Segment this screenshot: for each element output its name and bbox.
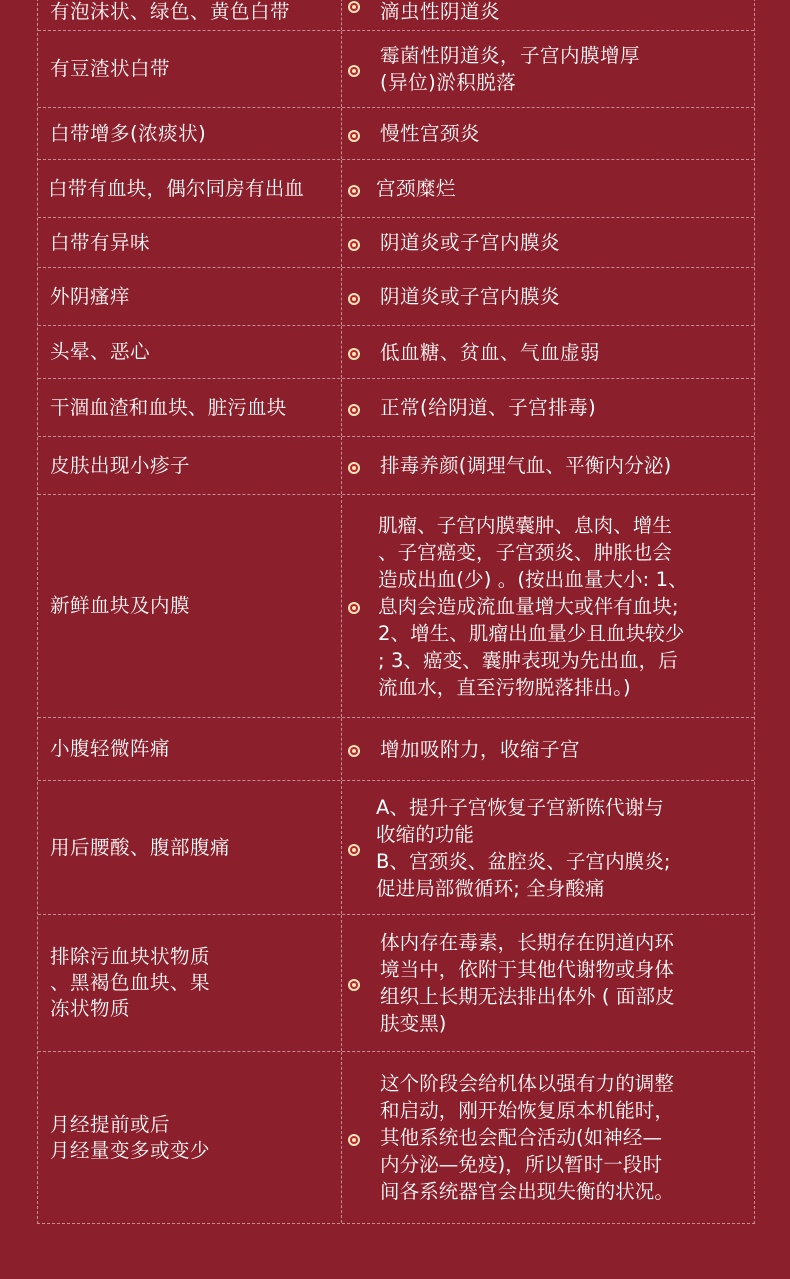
cause-text: 肌瘤、子宫内膜囊肿、息肉、增生 、子宫癌变，子宫颈炎、肿胀也会 造成出血(少) 。(按出血量大小: 1、 息肉会造成流血量增大或伴有血块; 2、增生、肌瘤出血量少且血块较少 ; 3、癌变、囊肿表现为先出血，后 流血水，直至污物脱落排出。): [378, 513, 688, 699]
symptom-text: 皮肤出现小疹子: [50, 453, 191, 477]
table-row: [38, 0, 754, 30]
bullet-icon: [348, 844, 360, 856]
cause-cell: [342, 915, 754, 1051]
symptom-cell: [38, 437, 342, 494]
symptom-text: 用后腰酸、腹部腹痛: [50, 835, 231, 859]
table-row: [38, 159, 754, 217]
cause-cell: [342, 218, 754, 267]
symptom-text: 白带增多(浓痰状): [50, 121, 207, 145]
table-row: [38, 217, 754, 267]
table-row: [38, 914, 754, 1051]
table-row: [38, 267, 754, 325]
symptom-cell: [38, 495, 342, 717]
symptom-cell: [38, 326, 342, 378]
symptom-cell: [38, 31, 342, 107]
cause-cell: [342, 1052, 754, 1223]
symptom-cell: [38, 0, 342, 30]
bullet-icon: [348, 1, 360, 13]
table-row: [38, 780, 754, 914]
cause-cell: [342, 326, 754, 378]
cause-text: 宫颈糜烂: [376, 177, 457, 200]
cause-text: 这个阶段会给机体以强有力的调整 和启动，刚开始恢复原本机能时， 其他系统也会配合活动(如神经— 内分泌—免疫)，所以暂时一段时 间各系统器官会出现失衡的状况。: [380, 1072, 675, 1203]
cause-cell: [342, 495, 754, 717]
symptom-text: 干涸血渣和血块、脏污血块: [50, 395, 287, 419]
cause-text: 阴道炎或子宫内膜炎: [380, 231, 561, 254]
symptom-text: 小腹轻微阵痛: [50, 737, 171, 760]
table-row: [38, 494, 754, 717]
bullet-icon: [348, 602, 360, 614]
symptom-text: 白带有血块，偶尔同房有出血: [48, 176, 305, 200]
cause-text: 增加吸附力，收缩子宫: [380, 737, 581, 761]
symptom-table: [37, 0, 755, 1224]
bullet-icon: [348, 130, 360, 142]
symptom-cell: [38, 781, 342, 914]
symptom-cell: [38, 1052, 342, 1223]
table-row: [38, 1051, 754, 1223]
cause-text: 正常(给阴道、子宫排毒): [380, 396, 597, 419]
cause-text: 滴虫性阴道炎: [380, 0, 501, 23]
cause-text: A、提升子宫恢复子宫新陈代谢与 收缩的功能 B、宫颈炎、盆腔炎、子宫内膜炎; 促进局部微循环; 全身酸痛: [376, 795, 671, 900]
table-row: [38, 436, 754, 494]
symptom-text: 有泡沫状、绿色、黄色白带: [50, 0, 291, 23]
bullet-icon: [348, 462, 360, 474]
cause-cell: [342, 437, 754, 494]
cause-text: 低血糖、贫血、气血虚弱: [380, 340, 601, 364]
bullet-icon: [348, 1134, 360, 1146]
symptom-text: 新鲜血块及内膜: [50, 594, 191, 617]
bullet-icon: [348, 65, 360, 77]
symptom-text: 排除污血块状物质 、黑褐色血块、果 冻状物质: [50, 945, 211, 1020]
table-row: [38, 717, 754, 780]
cause-cell: [342, 781, 754, 914]
bullet-icon: [348, 239, 360, 251]
cause-cell: [342, 268, 754, 325]
cause-cell: [342, 718, 754, 780]
table-row: [38, 378, 754, 436]
symptom-text: 有豆渣状白带: [50, 57, 171, 80]
symptom-cell: [38, 915, 342, 1051]
symptom-text: 白带有异味: [50, 230, 151, 254]
cause-cell: [342, 379, 754, 436]
cause-cell: [342, 108, 754, 159]
symptom-text: 外阴瘙痒: [50, 284, 131, 308]
cause-cell: [342, 0, 754, 30]
symptom-cell: [38, 108, 342, 159]
symptom-cell: [38, 718, 342, 780]
bullet-icon: [348, 745, 360, 757]
symptom-text: 头晕、恶心: [50, 340, 151, 363]
bullet-icon: [348, 293, 360, 305]
bullet-icon: [348, 348, 360, 360]
symptom-cell: [38, 218, 342, 267]
symptom-text: 月经提前或后 月经量变多或变少: [50, 1112, 211, 1162]
bullet-icon: [348, 185, 360, 197]
symptom-cell: [38, 379, 342, 436]
bullet-icon: [348, 979, 360, 991]
cause-text: 体内存在毒素，长期存在阴道内环 境当中，依附于其他代谢物或身体 组织上长期无法排出体外 ( 面部皮 肤变黑): [380, 931, 675, 1035]
table-row: [38, 30, 754, 107]
symptom-cell: [38, 160, 342, 217]
table-row: [38, 107, 754, 159]
cause-text: 排毒养颜(调理气血、平衡内分泌): [380, 454, 672, 477]
cause-text: 霉菌性阴道炎，子宫内膜增厚 (异位)淤积脱落: [380, 44, 641, 94]
bullet-icon: [348, 404, 360, 416]
cause-cell: [342, 31, 754, 107]
cause-text: 慢性宫颈炎: [380, 122, 481, 145]
cause-text: 阴道炎或子宫内膜炎: [380, 285, 561, 308]
table-row: [38, 325, 754, 378]
cause-cell: [342, 160, 754, 217]
symptom-cell: [38, 268, 342, 325]
